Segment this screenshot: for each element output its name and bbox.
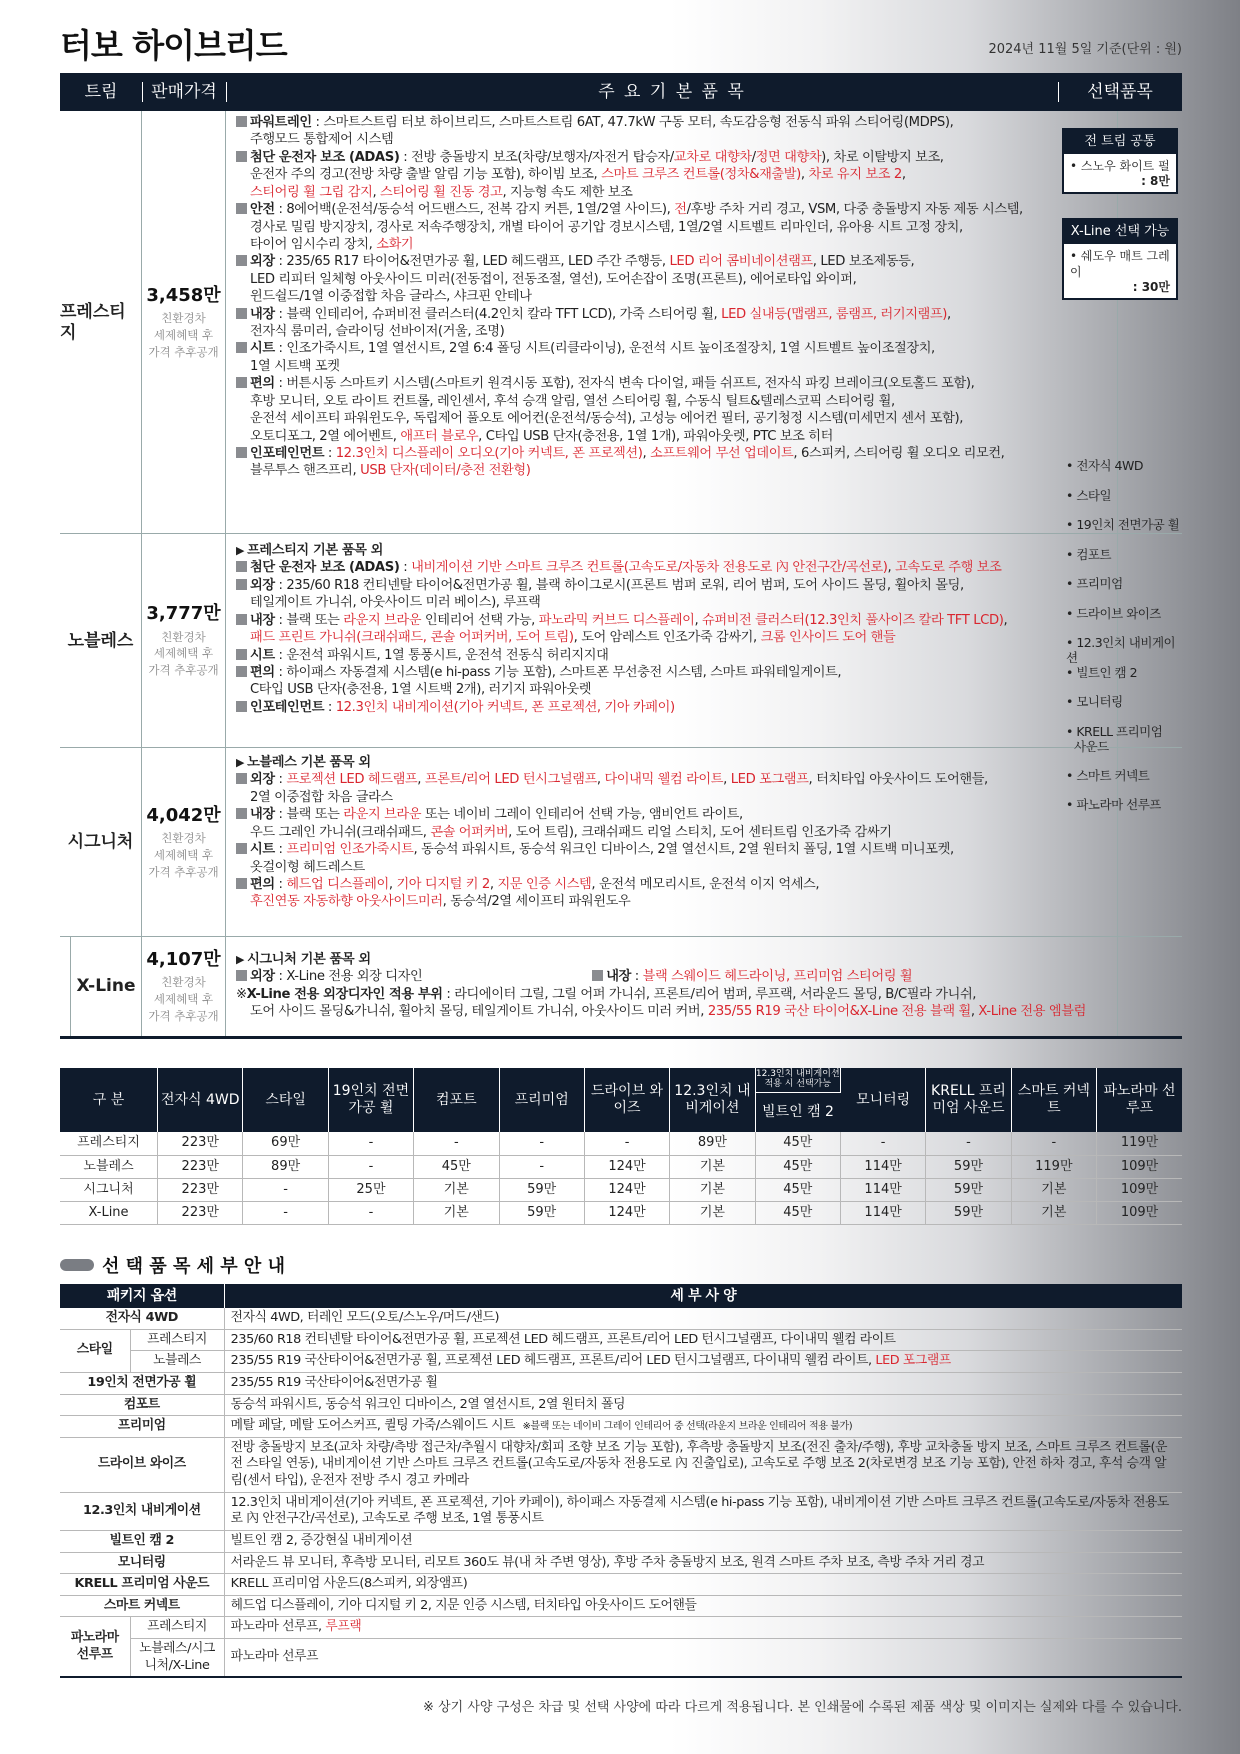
table-row: 파노라마 선루프 프레스티지 파노라마 선루프, 루프랙 <box>60 1617 1182 1639</box>
table-row: 노블레스 223만 89만 - 45만 - 124만 기본 45만 114만 59만 119만 109만 <box>60 1155 1182 1178</box>
footnote: ※ 상기 사양 구성은 차급 및 선택 사양에 따라 다르게 적용됩니다. 본 인쇄물에 수록된 제품 색상 및 이미지는 실제와 다를 수 있습니다. <box>423 1700 1182 1715</box>
table-row: 스타일 프레스티지 235/60 R18 컨티넨탈 타이어&전면가공 휠, 프로젝션 LED 헤드램프, 프론트/리어 LED 턴시그널램프, 다이내믹 웰컴 라이트 <box>60 1329 1182 1351</box>
table-row: 시그니처 223만 - 25만 기본 59만 124만 기본 45만 114만 59만 기본 109만 <box>60 1178 1182 1201</box>
main-header-bar <box>60 73 1182 111</box>
option-list-item: • 프리미엄 <box>1066 576 1123 591</box>
trim-name: 프레스티지 <box>60 111 142 534</box>
price-note: 친환경차 세제혜택 후 가격 추후공개 <box>148 975 219 1023</box>
trim-price-cell <box>142 748 226 937</box>
feature-list: ▶ 노블레스 기본 품목 외 외장 : 프로젝션 LED 헤드램프, 프론트/리어 LED 턴시그널램프, 다이내믹 웰컴 라이트, LED 포그램프, 터치타입 아웃사이드 도어핸들, 2열 이중접합 차음 글라스 내장 : 블랙 또는 라운지 브라운 또는 네이비 그레이 인테리어 선택 가능, 앰비언트 라이트, 우드 그레인 가니쉬(크래쉬패드, 콘솔 어퍼커버, 도어 트림), 크래쉬패드 리얼 스티치, 도어 센터트림 인조가죽 감싸기 시트 : 프리미엄 인조가죽시트, 동승석 파워시트, 동승석 워크인 디바이스, 2열 열선시트, 2열 원터치 폴딩, 1열 시트백 미니포켓, 옷걸이형 헤드레스트 편의 : 헤드업 디스플레이, 기아 디지털 키 2, 지문 인증 시스템, 운전석 메모리시트, 운전석 이지 억세스, 후진연동 자동하향 아웃사이드미러, 동승석/2열 세이프티 파워윈도우 <box>226 748 1118 937</box>
header-trim: 트림 <box>84 81 118 102</box>
detail-section-title: 선 택 품 목 세 부 안 내 <box>60 1256 285 1278</box>
option-list-item: 사운드 <box>1074 738 1109 754</box>
option-list-item: • 스타일 <box>1066 487 1112 503</box>
option-xline-box: X-Line 선택 가능 • 쉐도우 매트 그레이 : 30만 <box>1062 218 1178 300</box>
header-features: 주 요 기 본 품 목 <box>598 81 746 102</box>
option-price-table: 구 분 전자식 4WD 스타일 19인치 전면가공 휠 컴포트 프리미엄 드라이브 와이즈 12.3인치 내비게이션 12.3인치 내비게이션 적용 시 선택가능 모니터링 KRELL 프리미엄 사운드 스마트 커넥트 파노라마 선루프 빌트인 캠 2 프레스티지 223만 69만 - - - - 89만 45만 - - - 119만 노블레스 223만 89만 - 45만 - 124만 기본 45만 114만 59만 119만 109만 시그니처 223만 - 25만 기본 59만 124만 기본 45만 114만 59만 기본 109만 X-Line 223만 - - 기본 59만 124만 기본 45만 114만 59만 기본 109만 <box>60 1068 1182 1225</box>
table-row: KRELL 프리미엄 사운드 KRELL 프리미엄 사운드(8스피커, 외장앰프) <box>60 1574 1182 1596</box>
option-price: : 30만 <box>1132 279 1170 294</box>
trim-price-cell <box>142 111 226 534</box>
option-list-item: • 스마트 커넥트 <box>1066 767 1150 783</box>
table-row: 프리미엄 메탈 페달, 메탈 도어스커프, 퀼팅 가죽/스웨이드 시트 ※블랙 또는 네이비 그레이 인테리어 중 선택(라운지 브라운 인테리어 적용 불가) <box>60 1416 1182 1438</box>
header-price: 판매가격 <box>151 81 217 102</box>
option-item: • 스노우 화이트 펄 <box>1070 158 1170 173</box>
option-list-item: • 12.3인치 내비게이션 <box>1066 635 1176 665</box>
option-list-item: • 파노라마 선루프 <box>1066 797 1161 812</box>
option-common-box: 전 트림 공통 • 스노우 화이트 펄 : 8만 <box>1062 128 1178 194</box>
table-row: 전자식 4WD 전자식 4WD, 터레인 모드(오토/스노우/머드/샌드) <box>60 1308 1182 1329</box>
table-row: 컴포트 동승석 파워시트, 동승석 워크인 디바이스, 2열 열선시트, 2열 원터치 폴딩 <box>60 1394 1182 1416</box>
table-row: 12.3인치 내비게이션 12.3인치 내비게이션(기아 커넥트, 폰 프로젝션, 기아 카페이), 하이패스 자동결제 시스템(e hi-pass 기능 포함), 내비게이션 기반 스마트 크루즈 컨트롤(고속도로/자동차 전용도로 內 안전구간/곡선로), 고속도로 주행 보조, 1열 통풍시트 <box>60 1492 1182 1530</box>
option-list-item: • 19인치 전면가공 휠 <box>1066 517 1180 532</box>
option-detail-table: 패키지 옵션 세 부 사 양 전자식 4WD 전자식 4WD, 터레인 모드(오토/스노우/머드/샌드) 스타일 프레스티지 235/60 R18 컨티넨탈 타이어&전면가공 휠, 프로젝션 LED 헤드램프, 프론트/리어 LED 턴시그널램프, 다이내믹 웰컴 라이트 노블레스 235/55 R19 국산타이어&전면가공 휠, 프로젝션 LED 헤드램프, 프론트/리어 LED 턴시그널램프, 다이내믹 웰컴 라이트, LED 포그램프 19인치 전면가공 휠 235/55 R19 국산타이어&전면가공 휠 컴포트 동승석 파워시트, 동승석 워크인 디바이스, 2열 열선시트, 2열 원터치 폴딩 프리미엄 메탈 페달, 메탈 도어스커프, 퀼팅 가죽/스웨이드 시트 ※블랙 또는 네이비 그레이 인테리어 중 선택(라운지 브라운 인테리어 적용 불가) 드라이브 와이즈 전방 충돌방지 보조(교차 차량/측방 접근차/추월시 대향차/회피 조향 보조 기능 포함), 후측방 충돌방지 보조(전진 출차/주행), 후방 교차충돌 방지 보조, 스마트 크루즈 컨트롤(운전 스타일 연동), 내비게이션 기반 스마트 크루즈 컨트롤(고속도로/자동차 전용도로 內 진출입로), 고속도로 주행 보조 2(차로변경 보조 기능 포함), 안전 하차 경고, 후석 승객 알림(센서 타입), 운전자 전방 주시 경고 카메라 12.3인치 내비게이션 12.3인치 내비게이션(기아 커넥트, 폰 프로젝션, 기아 카페이), 하이패스 자동결제 시스템(e hi-pass 기능 포함), 내비게이션 기반 스마트 크루즈 컨트롤(고속도로/자동차 전용도로 內 안전구간/곡선로), 고속도로 주행 보조, 1열 통풍시트 빌트인 캠 2 빌트인 캠 2, 증강현실 내비게이션 모니터링 서라운드 뷰 모니터, 후측방 모니터, 리모트 360도 뷰(내 차 주변 영상), 후방 주차 충돌방지 보조, 원격 스마트 주차 보조, 측방 주차 거리 경고 KRELL 프리미엄 사운드 KRELL 프리미엄 사운드(8스피커, 외장앰프) 스마트 커넥트 헤드업 디스플레이, 기아 디지털 키 2, 지문 인증 시스템, 터치타입 아웃사이드 도어핸들 파노라마 선루프 프레스티지 파노라마 선루프, 루프랙 노블레스/시그니처/X-Line 파노라마 선루프 <box>60 1284 1182 1678</box>
option-list-item: • 컴포트 <box>1066 546 1112 562</box>
price-note: 친환경차 세제혜택 후 가격 추후공개 <box>148 629 219 678</box>
trim-row-noblesse <box>60 534 1182 748</box>
option-price: : 8만 <box>1141 173 1170 188</box>
option-list-item: • KRELL 프리미엄 <box>1066 723 1163 739</box>
trim-row-prestige <box>60 111 1182 534</box>
page-title: 터보 하이브리드 <box>60 26 287 65</box>
option-list <box>1066 458 1186 827</box>
trim-price-cell <box>142 534 226 748</box>
table-row: 모니터링 서라운드 뷰 모니터, 후측방 모니터, 리모트 360도 뷰(내 차 주변 영상), 후방 주차 충돌방지 보조, 원격 스마트 주차 보조, 측방 주차 거리 경고 <box>60 1552 1182 1574</box>
table-row: 빌트인 캠 2 빌트인 캠 2, 증강현실 내비게이션 <box>60 1530 1182 1552</box>
trim-row-signature <box>60 748 1182 937</box>
trim-price: 4,107만 <box>146 948 221 970</box>
option-list-item: • 전자식 4WD <box>1066 458 1143 473</box>
table-row: 프레스티지 223만 69만 - - - - 89만 45만 - - - 119만 <box>60 1132 1182 1155</box>
trim-row-xline <box>60 937 1182 1039</box>
feature-list: ▶ 프레스티지 기본 품목 외 첨단 운전자 보조 (ADAS) : 내비게이션 기반 스마트 크루즈 컨트롤(고속도로/자동차 전용도로 內 안전구간/곡선로), 고속도로 주행 보조 외장 : 235/60 R18 컨티넨탈 타이어&전면가공 휠, 블랙 하이그로시(프론트 범퍼 로워, 리어 범퍼, 도어 사이드 몰딩, 휠아치 몰딩, 테일게이트 가니쉬, 아웃사이드 미러 베이스), 루프랙 내장 : 블랙 또는 라운지 브라운 인테리어 선택 가능, 파노라믹 커브드 디스플레이, 슈퍼비전 클러스터(12.3인치 풀사이즈 칼라 TFT LCD), 패드 프린트 가니쉬(크래쉬패드, 콘솔 어퍼커버, 도어 트림), 도어 암레스트 인조가죽 감싸기, 크롬 인사이드 도어 핸들 시트 : 운전석 파워시트, 1열 통풍시트, 운전석 전동식 허리지지대 편의 : 하이패스 자동결제 시스템(e hi-pass 기능 포함), 스마트폰 무선충전 시스템, 스마트 파워테일게이트, C타입 USB 단자(충전용, 1열 시트백 2개), 러기지 파워아웃렛 인포테인먼트 : 12.3인치 내비게이션(기아 커넥트, 폰 프로젝션, 기아 카페이) <box>226 534 1118 748</box>
option-list-item: • 모니터링 <box>1066 694 1123 709</box>
trim-price: 4,042만 <box>146 804 221 826</box>
table-row: 19인치 전면가공 휠 235/55 R19 국산타이어&전면가공 휠 <box>60 1372 1182 1394</box>
option-list-item: • 드라이브 와이즈 <box>1066 605 1161 621</box>
trim-price-cell <box>142 937 226 1036</box>
trim-name: X-Line <box>70 937 142 1036</box>
option-item: • 쉐도우 매트 그레이 <box>1070 248 1170 279</box>
table-row: 노블레스 235/55 R19 국산타이어&전면가공 휠, 프로젝션 LED 헤드램프, 프론트/리어 LED 턴시그널램프, 다이내믹 웰컴 라이트, LED 포그램프 <box>60 1351 1182 1373</box>
price-date: 2024년 11월 5일 기준(단위 : 원) <box>988 42 1182 57</box>
feature-list: ▶ 시그니처 기본 품목 외 외장 : X-Line 전용 외장 디자인 내장 : 블랙 스웨이드 헤드라이닝, 프리미엄 스티어링 휠 ※X-Line 전용 외장디자인 적용 부위 : 라디에이터 그릴, 그릴 어퍼 가니쉬, 프론트/리어 범퍼, 루프랙, 서라운드 몰딩, B/C필라 가니쉬, 도어 사이드 몰딩&가니쉬, 휠아치 몰딩, 테일게이트 가니쉬, 아웃사이드 미러 커버, 235/55 R19 국산 타이어&X-Line 전용 블랙 휠, X-Line 전용 엠블럼 <box>226 937 1118 1036</box>
header-options: 선택품목 <box>1087 81 1153 102</box>
table-row: 드라이브 와이즈 전방 충돌방지 보조(교차 차량/측방 접근차/추월시 대향차/회피 조향 보조 기능 포함), 후측방 충돌방지 보조(전진 출차/주행), 후방 교차충돌 방지 보조, 스마트 크루즈 컨트롤(운전 스타일 연동), 내비게이션 기반 스마트 크루즈 컨트롤(고속도로/자동차 전용도로 內 진출입로), 고속도로 주행 보조 2(차로변경 보조 기능 포함), 안전 하차 경고, 후석 승객 알림(센서 타입), 운전자 전방 주시 경고 카메라 <box>60 1437 1182 1492</box>
trim-price: 3,777만 <box>146 603 221 625</box>
feature-list: 파워트레인 : 스마트스트림 터보 하이브리드, 스마트스트림 6AT, 47.7kW 구동 모터, 속도감응형 전동식 파워 스티어링(MDPS), 주행모드 통합제어 시스템 첨단 운전자 보조 (ADAS) : 전방 충돌방지 보조(차량/보행자/자전거 탑승자/교차로 대향차/정면 대향차), 차로 이탈방지 보조, 운전자 주의 경고(전방 차량 출발 알림 기능 포함), 하이빔 보조, 스마트 크루즈 컨트롤(정차&재출발), 차로 유지 보조 2, 스티어링 휠 그립 감지, 스티어링 휠 진동 경고, 지능형 속도 제한 보조 안전 : 8에어백(운전석/동승석 어드밴스드, 전복 감지 커튼, 1열/2열 사이드), 전/후방 주차 거리 경고, VSM, 다중 충돌방지 자동 제동 시스템, 경사로 밀림 방지장치, 경사로 저속주행장치, 개별 타이어 공기압 경보시스템, 1열/2열 시트벨트 리마인더, 유아용 시트 고정 장치, 타이어 임시수리 장치, 소화기 외장 : 235/65 R17 타이어&전면가공 휠, LED 헤드램프, LED 주간 주행등, LED 리어 콤비네이션램프, LED 보조제동등, LED 리피터 일체형 아웃사이드 미러(전동접이, 전동조절, 열선), 도어손잡이 조명(프론트), 에어로타입 와이퍼, 윈드쉴드/1열 이중접합 차음 글라스, 샤크핀 안테나 내장 : 블랙 인테리어, 슈퍼비전 클러스터(4.2인치 칼라 TFT LCD), 가죽 스티어링 휠, LED 실내등(맵램프, 룸램프, 러기지램프), 전자식 룸미러, 슬라이딩 선바이저(거울, 조명) 시트 : 인조가죽시트, 1열 열선시트, 2열 6:4 폴딩 시트(리클라이닝), 운전석 시트 높이조절장치, 1열 시트벨트 높이조절장치, 1열 시트백 포켓 편의 : 버튼시동 스마트키 시스템(스마트키 원격시동 포함), 전자식 변속 다이얼, 패들 쉬프트, 전자식 파킹 브레이크(오토홀드 포함), 후방 모니터, 오토 라이트 컨트롤, 레인센서, 후석 승객 알림, 열선 스티어링 휠, 수동식 틸트&텔레스코픽 스티어링 휠, 운전석 세이프티 파워윈도우, 독립제어 풀오토 에어컨(운전석/동승석), 고성능 에어컨 필터, 공기청정 시스템(미세먼지 센서 포함), 오토디포그, 2열 에어벤트, 애프터 블로우, C타입 USB 단자(충전용, 1열 1개), 파워아웃렛, PTC 보조 히터 인포테인먼트 : 12.3인치 디스플레이 오디오(기아 커넥트, 폰 프로젝션), 소프트웨어 무선 업데이트, 6스피커, 스티어링 휠 오디오 리모컨, 블루투스 핸즈프리, USB 단자(데이터/충전 전환형) <box>226 111 1118 534</box>
table-row: 노블레스/시그니처/X-Line 파노라마 선루프 <box>60 1639 1182 1678</box>
price-note: 친환경차 세제혜택 후 가격 추후공개 <box>148 311 219 359</box>
trim-price: 3,458만 <box>146 284 221 306</box>
price-note: 친환경차 세제혜택 후 가격 추후공개 <box>148 831 219 879</box>
table-row: 스마트 커넥트 헤드업 디스플레이, 기아 디지털 키 2, 지문 인증 시스템, 터치타입 아웃사이드 도어핸들 <box>60 1595 1182 1617</box>
trim-name: 시그니처 <box>60 748 142 937</box>
option-list-item: • 빌트인 캠 2 <box>1066 664 1138 680</box>
trim-name: 노블레스 <box>60 534 142 748</box>
table-row: X-Line 223만 - - 기본 59만 124만 기본 45만 114만 59만 기본 109만 <box>60 1201 1182 1224</box>
